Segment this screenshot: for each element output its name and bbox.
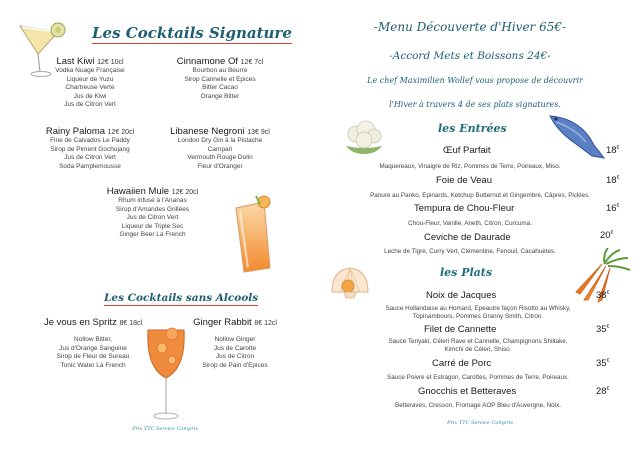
ingredient: Soda Pamplemousse — [59, 162, 121, 170]
cocktail-rainy-paloma — [30, 126, 150, 171]
cocktail-price: 12€ 20cl — [107, 129, 135, 136]
ingredient: Sirop d'Amandes Grillées — [115, 205, 190, 213]
ingredient: Vermouth Rouge Dolin — [187, 154, 253, 162]
ingredient: Fine de Calvados Le Paddy — [50, 137, 130, 144]
dish-price: 20€ — [600, 230, 614, 242]
dish-description: Kimchi de Céleri, Shiso. — [444, 346, 512, 353]
dish-name: Tempura de Chou-Fleur — [414, 203, 515, 214]
ingredient: Jus de Citron Vert — [64, 101, 116, 109]
ingredient: Jus de Citron Vert — [64, 154, 116, 162]
ingredient: Tonic Water La French — [60, 361, 126, 369]
dish-description: Topinambours, Pommes Granny Smith, Citron. — [412, 313, 544, 320]
dish-name: Foie de Veau — [436, 175, 492, 186]
cocktail-name: Rainy Paloma — [45, 126, 106, 137]
dish-name: Gnocchis et Betteraves — [418, 386, 517, 397]
dish-price: 35€ — [596, 324, 610, 336]
ingredient: Sirop Cannelle et Epices — [184, 75, 256, 83]
ingredient: Liqueur de Triple Sec — [121, 222, 184, 230]
price-footer: Prix TTC Service Compris — [132, 426, 198, 432]
dish-name: Carré de Porc — [432, 358, 492, 369]
cocktail-price: 8€ 18cl — [119, 320, 143, 327]
dish-price: 16€ — [606, 203, 620, 215]
ingredient: Bitter Cacao — [202, 84, 238, 92]
dish-description: Panure au Panko, Epinards, Ketchup Butternut et Gingembre, Câpres, Pickles. — [370, 192, 590, 199]
scallop-icon — [328, 262, 372, 302]
plats-title: les Plats — [440, 266, 493, 279]
dish-price: 18€ — [606, 175, 620, 187]
cocktail-name: Cinnamone Of — [176, 56, 239, 67]
cocktail-ginger-rabbit — [172, 317, 298, 370]
dish-name: Ceviche de Daurade — [424, 232, 511, 243]
dish-description: Leche de Tigre, Curry Vert, Clémentine, Fenouil, Cacahuètes. — [384, 248, 556, 255]
intro-line-2: l'Hiver à travers 4 de ses plats signatures. — [389, 100, 561, 109]
ingredient: Campari — [207, 145, 233, 153]
cocktail-je-vous-en-spritz — [28, 317, 158, 370]
menu-title: -Menu Découverte d'Hiver 65€- — [373, 20, 567, 34]
cocktail-name: Ginger Rabbit — [193, 317, 252, 328]
dish-name: Filet de Cannette — [424, 324, 497, 335]
ingredient: London Dry Gin à la Pistache — [177, 137, 263, 144]
cocktail-libanese-negroni — [160, 126, 280, 171]
ingredient: Ginger Beer La French — [119, 231, 186, 239]
dish-description: Sauce Hollandaise au Homard, Epeautre façon Risotto au Whisky, — [385, 305, 571, 312]
ingredient: Orange Bitter — [200, 92, 240, 100]
ingredient: Jus de Carotte — [213, 344, 257, 352]
signature-cocktails-title: Les Cocktails Signature — [92, 24, 292, 42]
cocktail-name: Hawaiien Mule — [106, 186, 170, 197]
orange-highball-icon — [226, 192, 278, 276]
food-menu-page — [320, 0, 640, 452]
dish-description: Sauce Teriyaki, Céleri Rave et Cannelle, Champignons Shiitake, — [388, 338, 568, 345]
accord-title: -Accord Mets et Boissons 24€- — [389, 50, 551, 62]
cocktail-cinnamone-of — [160, 56, 280, 101]
ingredient: Sirop de Fleur de Sureau — [56, 353, 130, 361]
cocktail-name: Je vous en Spritz — [43, 317, 117, 328]
ingredient: Jus de Citron — [215, 353, 255, 361]
ingredient: Bourbon au Beurre — [192, 67, 248, 74]
price-footer: Prix TTC Service Compris — [447, 420, 513, 426]
cocktail-price: 13€ 9cl — [247, 129, 270, 136]
dish-price: 38€ — [596, 290, 610, 302]
dish-description: Chou-Fleur, Vanille, Aneth, Citron, Curcuma. — [408, 220, 532, 227]
ingredient: Jus de Kiwi — [73, 92, 107, 100]
ingredient: Nollow Bitter, — [74, 336, 112, 343]
ingredient: Sirop de Pain d'Epices — [202, 361, 268, 369]
ingredient: Jus de Citron Vert — [126, 214, 179, 222]
ingredient: Jus d'Orange Sanguine — [59, 344, 127, 352]
cocktail-name: Last Kiwi — [56, 56, 95, 67]
ingredient: Liqueur de Yuzu — [66, 75, 114, 83]
cocktail-price: 12€ 10cl — [97, 59, 124, 66]
ingredient: Chartreuse Verte — [65, 84, 115, 92]
entrees-title: les Entrées — [438, 122, 507, 135]
dish-price: 18€ — [606, 145, 620, 157]
ingredient: Rhum infusé à l'Ananas — [118, 197, 187, 204]
cocktail-price: 8€ 12cl — [254, 320, 277, 327]
ingredient: Nollow Ginger — [214, 336, 256, 343]
no-alcohol-cocktails-title: Les Cocktails sans Alcools — [104, 292, 259, 304]
cocktail-last-kiwi — [30, 56, 150, 110]
intro-line-1: Le chef Maximilien Wollef vous propose de découvrir — [367, 76, 583, 85]
cauliflower-icon — [342, 118, 386, 158]
dish-name: Œuf Parfait — [443, 145, 491, 156]
cocktail-price: 12€ 7cl — [240, 59, 264, 66]
dish-name: Noix de Jacques — [426, 290, 497, 301]
dish-price: 35€ — [596, 358, 610, 370]
ingredient: Sirop de Piment Gochujang — [50, 145, 130, 153]
cocktail-hawaiien-mule — [85, 186, 220, 240]
cocktail-name: Libanese Negroni — [170, 126, 245, 137]
fish-icon — [546, 110, 608, 162]
cocktail-price: 12€ 20cl — [171, 189, 199, 196]
dish-description: Sauce Poivre et Estragon, Carottes, Pommes de Terre, Poireaux. — [387, 374, 569, 381]
dish-price: 28€ — [596, 386, 610, 398]
dish-description: Maquereaux, Vinaigre de Riz, Pommes de Terre, Poireaux, Miso. — [379, 163, 561, 170]
dish-description: Betteraves, Cresson, Fromage AOP Bleu d'Auvergne, Noix. — [395, 402, 561, 409]
ingredient: Fleur d'Oranger — [197, 162, 243, 170]
ingredient: Vodka Nuage Française — [55, 67, 125, 74]
